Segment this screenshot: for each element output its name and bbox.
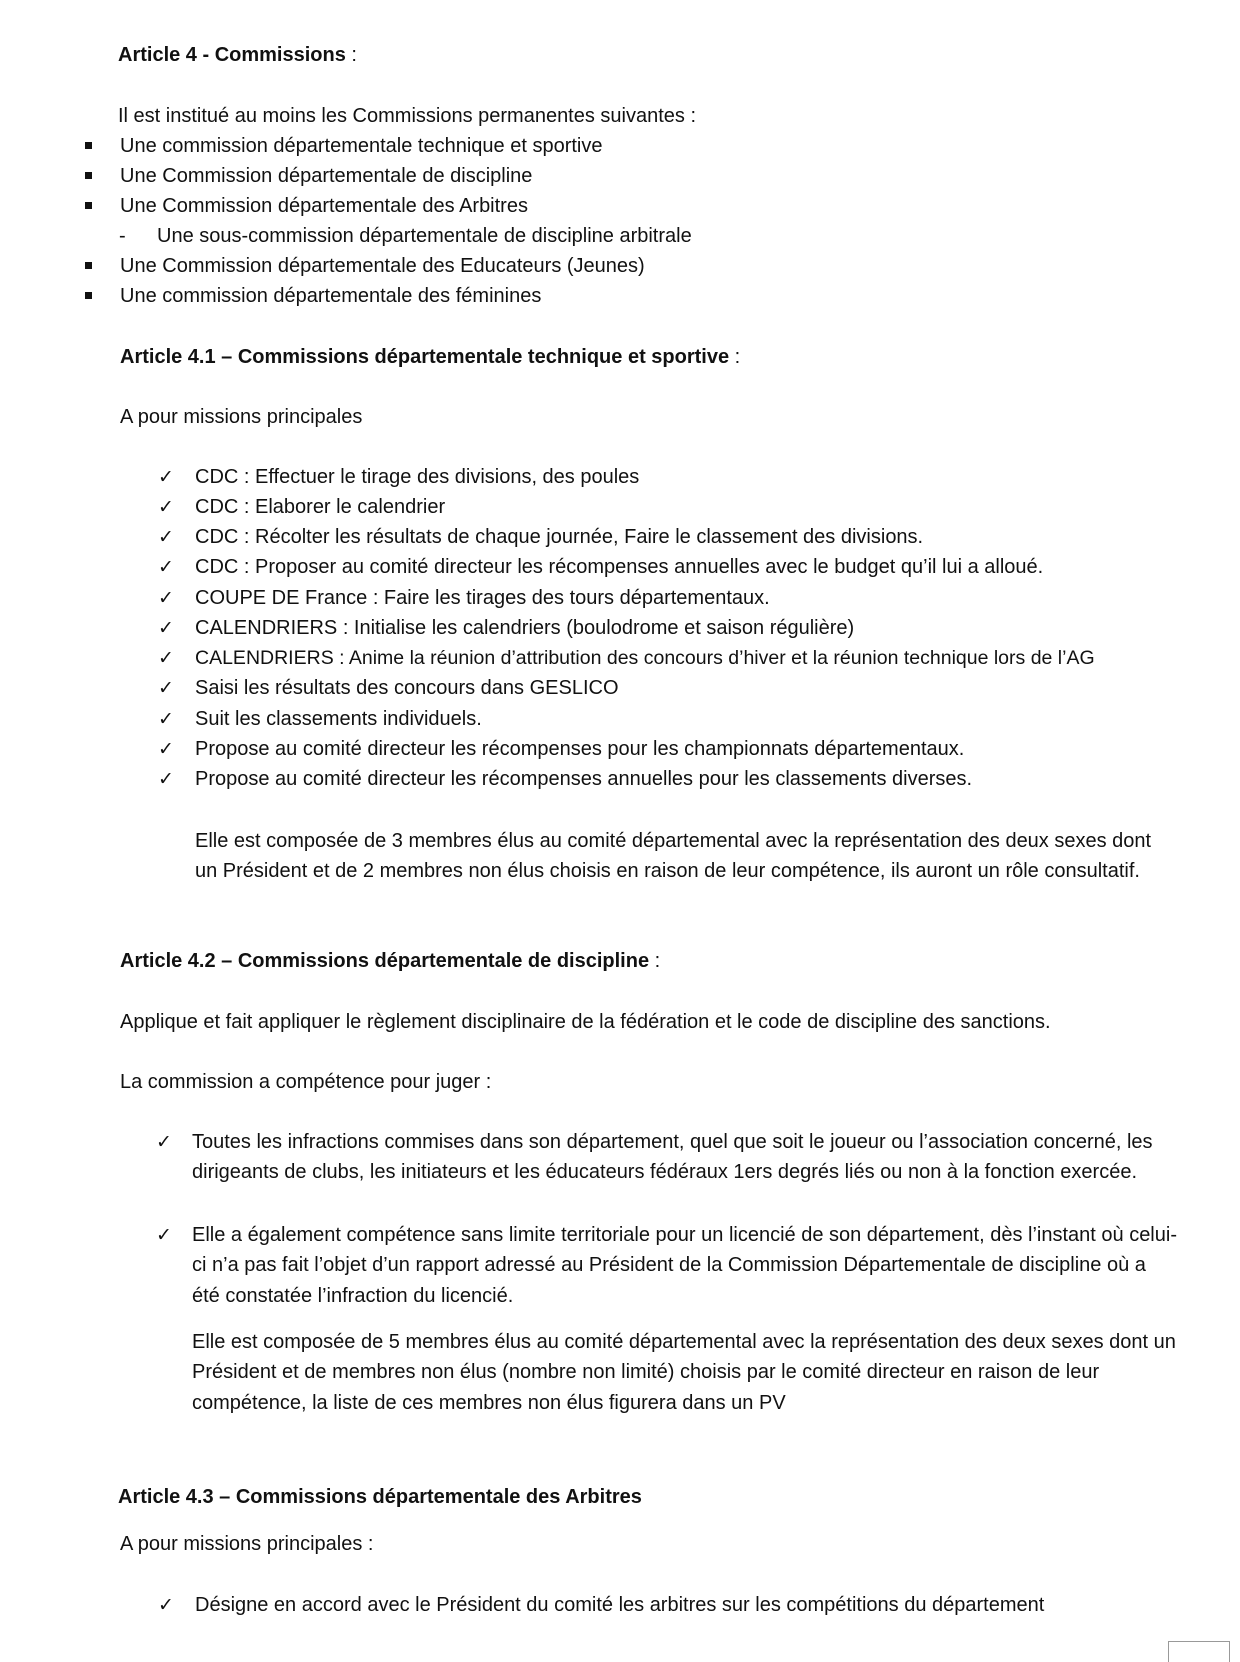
check-icon: ✓: [158, 556, 174, 578]
list-item: Une Commission départementale des Educateurs (Jeunes): [120, 255, 645, 277]
page-corner-box: [1168, 1641, 1230, 1662]
article-4-1-heading: [120, 342, 740, 372]
check-item: Saisi les résultats des concours dans GESLICO: [195, 677, 619, 699]
check-icon: ✓: [158, 587, 174, 609]
check-icon: ✓: [158, 708, 174, 730]
check-item: CDC : Récolter les résultats de chaque journée, Faire le classement des divisions.: [195, 526, 924, 548]
check-item: CALENDRIERS : Anime la réunion d’attribution des concours d’hiver et la réunion technique lors de l’AG: [195, 647, 1095, 669]
list-item: Une Commission départementale de discipline: [120, 165, 533, 187]
check-item: CALENDRIERS : Initialise les calendriers (boulodrome et saison régulière): [195, 617, 855, 639]
check-icon: ✓: [158, 617, 174, 639]
square-bullet-icon: [85, 202, 92, 209]
check-item: Propose au comité directeur les récompenses pour les championnats départementaux.: [195, 738, 965, 760]
check-icon: ✓: [158, 647, 174, 669]
check-item: CDC : Effectuer le tirage des divisions, des poules: [195, 466, 640, 488]
list-item: Une commission départementale technique et sportive: [120, 135, 603, 157]
article-4-3-heading: Article 4.3 – Commissions départementale des Arbitres: [118, 1486, 642, 1508]
article-4-2-title: Article 4.2 – Commissions départementale de discipline: [120, 950, 650, 972]
check-icon: ✓: [158, 1594, 174, 1616]
article-4-intro: Il est institué au moins les Commissions permanentes suivantes :: [118, 105, 697, 127]
article-4-heading: [118, 40, 357, 70]
dash-bullet: -: [119, 225, 126, 247]
check-item: Suit les classements individuels.: [195, 708, 482, 730]
list-sub-item: Une sous-commission départementale de discipline arbitrale: [157, 225, 692, 247]
square-bullet-icon: [85, 262, 92, 269]
check-icon: ✓: [158, 768, 174, 790]
article-4-1-intro: A pour missions principales: [120, 406, 363, 428]
check-item: CDC : Elaborer le calendrier: [195, 496, 446, 518]
article-4-title: Article 4 - Commissions: [118, 44, 346, 66]
article-4-2-applique: Applique et fait appliquer le règlement disciplinaire de la fédération et le code de discipline des sanctions.: [120, 1011, 1051, 1033]
heading-colon: :: [345, 44, 357, 66]
article-4-2-composition: Elle est composée de 5 membres élus au comité départemental avec la représentation des deux sexes dont un Président et de membres non élus (nombre non limité) choisis par le comité directeur en raison de leur compétence, la liste de ces membres non élus figurera dans un PV: [192, 1331, 1176, 1414]
list-item: Une Commission départementale des Arbitres: [120, 195, 528, 217]
check-icon: ✓: [158, 496, 174, 518]
square-bullet-icon: [85, 142, 92, 149]
check-item: COUPE DE France : Faire les tirages des tours départementaux.: [195, 587, 770, 609]
check-icon: ✓: [158, 677, 174, 699]
square-bullet-icon: [85, 292, 92, 299]
article-4-2-competence: La commission a compétence pour juger :: [120, 1071, 492, 1093]
heading-colon: :: [649, 950, 661, 972]
check-item: CDC : Proposer au comité directeur les récompenses annuelles avec le budget qu’il lui a alloué.: [195, 556, 1044, 578]
article-4-1-composition: Elle est composée de 3 membres élus au comité départemental avec la représentation des deux sexes dont un Président et de 2 membres non élus choisis en raison de leur compétence, ils auront un rôle consultatif.: [195, 830, 1152, 883]
check-icon: ✓: [158, 466, 174, 488]
square-bullet-icon: [85, 172, 92, 179]
check-icon: ✓: [156, 1131, 172, 1153]
check-item: Elle a également compétence sans limite territoriale pour un licencié de son département, dès l’instant où celui-ci n’a pas fait l’objet d’un rapport adressé au Président de la Commission Départementale de discipline où a été constatée l’infraction du licencié.: [192, 1224, 1177, 1307]
check-item: Désigne en accord avec le Président du comité les arbitres sur les compétitions du département: [195, 1594, 1045, 1616]
article-4-3-intro: A pour missions principales :: [120, 1533, 374, 1555]
check-item: Propose au comité directeur les récompenses annuelles pour les classements diverses.: [195, 768, 973, 790]
check-item: Toutes les infractions commises dans son département, quel que soit le joueur ou l’association concerné, les dirigeants de clubs, les initiateurs et les éducateurs fédéraux 1ers degrés liés ou non à la fonction exercée.: [192, 1131, 1153, 1184]
check-icon: ✓: [158, 526, 174, 548]
heading-colon: :: [729, 346, 741, 368]
article-4-1-title: Article 4.1 – Commissions départementale technique et sportive: [120, 346, 730, 368]
article-4-2-heading: [120, 946, 660, 976]
list-item: Une commission départementale des féminines: [120, 285, 542, 307]
check-icon: ✓: [156, 1224, 172, 1246]
check-icon: ✓: [158, 738, 174, 760]
